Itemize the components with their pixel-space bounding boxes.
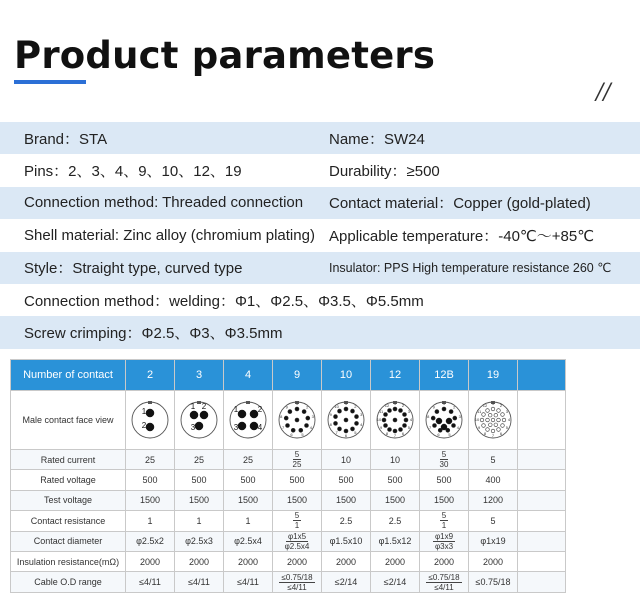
param-name: Name：SW24 (329, 130, 425, 148)
pin-number: 7 (335, 429, 338, 435)
pin-number: 8 (385, 430, 389, 436)
contact-pin (238, 422, 246, 430)
contact-pin (433, 424, 437, 428)
pin-number: 2 (354, 404, 357, 410)
pin-label: 3 (233, 423, 239, 432)
empty-cell (518, 470, 566, 490)
pin-number: 6 (401, 430, 405, 436)
connector-face-9-icon (277, 400, 317, 440)
pin-number: 8 (427, 414, 430, 420)
contact-pin (286, 424, 290, 428)
stacked-value-bottom: 30 (439, 460, 449, 470)
pin-number: 2 (306, 404, 309, 410)
pin-number: 2 (499, 403, 503, 409)
param-row (0, 219, 640, 251)
table-cell: φ2.5x2 (126, 531, 175, 551)
contact-pin (344, 418, 348, 422)
face-view-cell (469, 391, 518, 450)
contact-pin (502, 418, 506, 422)
empty-cell (518, 572, 566, 592)
param-row (0, 187, 640, 219)
stacked-value-top: φ1x5 (287, 531, 307, 541)
empty-cell (518, 450, 566, 470)
stacked-value (273, 511, 321, 530)
contact-pin (302, 410, 306, 414)
header-contact-12b: 12B (420, 360, 469, 391)
param-brand: Brand：STA (24, 130, 108, 148)
pin-label: 2 (201, 402, 207, 411)
pin-number: 8 (280, 414, 283, 420)
param-pins: Pins：2、3、4、9、10、12、19 (24, 163, 242, 181)
table-cell (273, 531, 322, 551)
contact-pin (295, 407, 299, 411)
contact-pin (146, 423, 154, 431)
stacked-value (420, 573, 468, 592)
table-cell: 2.5 (322, 511, 371, 531)
table-cell: φ2.5x3 (175, 531, 224, 551)
param-style: Style：Straight type, curved type (24, 260, 243, 278)
contact-pin (355, 421, 359, 425)
pin-number: 10 (376, 417, 382, 422)
empty-cell (518, 531, 566, 551)
param-welding: Connection method：welding：Φ1、Φ2.5、Φ3.5、Φ5.5mm (24, 292, 424, 310)
pin-number: 10 (474, 417, 480, 422)
contact-pin (482, 424, 486, 428)
table-cell: 500 (224, 470, 273, 490)
face-view-cell (224, 391, 273, 450)
pin-number: 2 (401, 403, 405, 409)
empty-cell (518, 391, 566, 450)
table-cell: 1 (224, 511, 273, 531)
stacked-value-top: ≤0.75/18 (281, 572, 313, 582)
pin-number: 8 (329, 421, 332, 427)
contact-pin (435, 410, 439, 414)
table-cell: φ1.5x10 (322, 531, 371, 551)
empty-cell (518, 490, 566, 510)
contact-pin (453, 416, 457, 420)
pin-number: 7 (428, 425, 432, 430)
pin-number: 9 (477, 425, 481, 430)
contact-pin (480, 418, 484, 422)
table-cell (420, 450, 469, 470)
contact-pin (382, 418, 386, 422)
header-number-of-contact: Number of contact (11, 360, 126, 391)
table-cell: 2000 (420, 551, 469, 571)
param-row (0, 316, 640, 348)
pin-number: 9 (285, 404, 288, 410)
pin-label: 4 (257, 423, 263, 432)
param-row (0, 284, 640, 316)
row-label: Contact diameter (11, 531, 126, 551)
table-cell: φ2.5x4 (224, 531, 273, 551)
table-cell: 25 (126, 450, 175, 470)
stacked-value-bottom: 1 (441, 521, 447, 531)
pin-label: 3 (190, 423, 196, 432)
header-contact-19: 19 (469, 360, 518, 391)
header-contact-12: 12 (371, 360, 420, 391)
pin-number: 1 (344, 401, 348, 406)
table-cell: 500 (126, 470, 175, 490)
pin-number: 3 (407, 409, 411, 414)
pin-number: 5 (505, 425, 509, 430)
stacked-value (273, 573, 321, 592)
table-row-rated-voltage (11, 470, 566, 490)
pin-number: 5 (407, 425, 411, 430)
pin-number: 1 (393, 401, 397, 406)
param-insulator: Insulator: PPS High temperature resistance 260 ℃ (329, 261, 612, 276)
pin-number: 5 (354, 429, 357, 435)
contact-pin (486, 428, 490, 432)
pin-label: 1 (141, 407, 147, 416)
param-durability: Durability：≥500 (329, 163, 440, 181)
pin-label: 1 (190, 402, 196, 411)
contact-pin (482, 413, 486, 417)
stacked-value-bottom: φ2.5x4 (284, 541, 310, 551)
contact-pin (146, 409, 154, 417)
contact-pin (195, 422, 203, 430)
spec-table (10, 359, 566, 593)
table-cell: 2000 (469, 551, 518, 571)
header-contact-2: 2 (126, 360, 175, 391)
table-cell: φ1x19 (469, 531, 518, 551)
connector-outline (132, 402, 168, 438)
contact-pin (486, 409, 490, 413)
stacked-value-bottom: 25 (292, 460, 302, 470)
stacked-value-top: φ1x9 (434, 531, 454, 541)
connector-outline (181, 402, 217, 438)
contact-pin (305, 424, 309, 428)
connector-face-4-icon (228, 400, 268, 440)
pin-number: 11 (379, 409, 384, 414)
pin-number: 6 (499, 430, 503, 436)
table-cell (273, 572, 322, 592)
contact-pin (334, 415, 338, 419)
pin-label: 2 (257, 405, 263, 414)
contact-pin (404, 418, 408, 422)
pin-number: 9 (379, 425, 383, 430)
contact-pin (486, 418, 490, 422)
pin-label: 2 (141, 421, 147, 430)
contact-pin (491, 418, 495, 422)
contact-pin (431, 416, 435, 420)
pin-number: 9 (329, 412, 332, 418)
table-row-insulation-resistance (11, 551, 566, 571)
contact-pin (494, 423, 498, 427)
stacked-value (273, 450, 321, 469)
table-cell: 1200 (469, 490, 518, 510)
key-notch (197, 401, 201, 404)
contact-pin (497, 418, 501, 422)
contact-pin (344, 407, 348, 411)
contact-pin (238, 410, 246, 418)
stacked-value-bottom: ≤4/11 (287, 582, 307, 592)
table-cell: 2000 (371, 551, 420, 571)
param-row (0, 154, 640, 186)
table-cell: ≤4/11 (224, 572, 273, 592)
pin-number: 3 (458, 414, 461, 420)
page-title: Product parameters (14, 34, 436, 77)
pin-number: 6 (344, 433, 348, 438)
contact-pin (338, 409, 342, 413)
contact-pin (384, 413, 388, 417)
header-contact-10: 10 (322, 360, 371, 391)
table-cell: 5 (469, 450, 518, 470)
table-cell: 500 (322, 470, 371, 490)
contact-pin (190, 411, 198, 419)
table-cell: 1 (175, 511, 224, 531)
connector-face-3-icon (179, 400, 219, 440)
face-view-cell (175, 391, 224, 450)
stacked-value-top: 5 (441, 511, 447, 521)
table-cell: 500 (371, 470, 420, 490)
param-screw-crimping: Screw crimping：Φ2.5、Φ3、Φ3.5mm (24, 325, 283, 343)
table-cell (420, 511, 469, 531)
contact-pin (501, 413, 505, 417)
contact-pin (399, 409, 403, 413)
pin-number: 4 (409, 417, 413, 422)
pin-number: 1 (491, 401, 495, 406)
table-cell: 1500 (420, 490, 469, 510)
connector-face-12b-icon (424, 400, 464, 440)
contact-pin (441, 424, 447, 430)
table-cell: 500 (273, 470, 322, 490)
pin-number: 7 (393, 433, 397, 438)
stacked-value-top: 5 (441, 450, 447, 460)
table-cell: 2000 (126, 551, 175, 571)
face-view-cell (371, 391, 420, 450)
table-cell: 1500 (224, 490, 273, 510)
pin-number: 12 (384, 403, 390, 409)
table-cell: ≤0.75/18 (469, 572, 518, 592)
header-contact-4: 4 (224, 360, 273, 391)
contact-pin (442, 407, 446, 411)
pin-number: 4 (507, 417, 511, 422)
contact-pin (491, 407, 495, 411)
table-header-row (11, 360, 566, 391)
pin-number: 11 (477, 409, 482, 414)
table-cell: φ1.5x12 (371, 531, 420, 551)
row-label: Rated voltage (11, 470, 126, 490)
table-cell: 500 (175, 470, 224, 490)
empty-cell (518, 551, 566, 571)
pin-number: 4 (360, 421, 363, 427)
table-cell: 25 (175, 450, 224, 470)
pin-number: 7 (491, 433, 495, 438)
row-label: Male contact face view (11, 391, 126, 450)
connector-face-10-icon (326, 400, 366, 440)
pin-number: 4 (456, 425, 460, 430)
contact-pin (436, 418, 442, 424)
table-cell: 1 (126, 511, 175, 531)
corner-mark: // (596, 80, 611, 105)
contact-pin (338, 427, 342, 431)
param-connection-method: Connection method: Threaded connection (24, 194, 304, 212)
table-cell: 2000 (273, 551, 322, 571)
row-label: Test voltage (11, 490, 126, 510)
contact-pin (452, 424, 456, 428)
contact-pin (489, 423, 493, 427)
contact-pin (497, 409, 501, 413)
contact-pin (384, 424, 388, 428)
table-cell: 2.5 (371, 511, 420, 531)
stacked-value (420, 450, 468, 469)
table-cell: 1500 (273, 490, 322, 510)
pin-number: 10 (334, 404, 339, 410)
stacked-value (420, 511, 468, 530)
param-row (0, 252, 640, 284)
contact-pin (501, 424, 505, 428)
title-underline (14, 80, 86, 84)
contact-pin (295, 418, 299, 422)
table-row-contact-resistance (11, 511, 566, 531)
table-cell (420, 531, 469, 551)
table-cell: 10 (322, 450, 371, 470)
contact-pin (351, 409, 355, 413)
pin-number: 3 (505, 409, 509, 414)
face-view-cell (420, 391, 469, 450)
stacked-value (420, 532, 468, 551)
pin-number: 1 (295, 401, 299, 406)
stacked-value-top: 5 (294, 450, 300, 460)
stacked-value-top: 5 (294, 511, 300, 521)
contact-pin (306, 416, 310, 420)
pin-number: 12 (482, 403, 488, 409)
param-shell-material: Shell material: Zinc alloy (chromium plating) (24, 226, 315, 244)
contact-pin (494, 413, 498, 417)
table-cell: 25 (224, 450, 273, 470)
table-row-contact-diameter (11, 531, 566, 551)
param-contact-material: Contact material：Copper (gold-plated) (329, 195, 591, 213)
table-row-test-voltage (11, 490, 566, 510)
row-label: Cable O.D range (11, 572, 126, 592)
parameter-list (0, 122, 640, 349)
pin-number: 5 (301, 432, 304, 437)
contact-pin (388, 409, 392, 413)
table-cell: ≤4/11 (126, 572, 175, 592)
row-label: Contact resistance (11, 511, 126, 531)
face-view-row (11, 391, 566, 450)
contact-pin (393, 407, 397, 411)
pin-number: 1 (442, 401, 446, 406)
stacked-value-bottom: ≤4/11 (434, 582, 454, 592)
face-view-cell (273, 391, 322, 450)
table-cell: 500 (420, 470, 469, 490)
table-cell: 10 (371, 450, 420, 470)
table-row-rated-current (11, 450, 566, 470)
param-row (0, 122, 640, 154)
table-cell: 2000 (175, 551, 224, 571)
table-cell: ≤2/14 (371, 572, 420, 592)
spec-table-wrapper (10, 359, 565, 593)
row-label: Rated current (11, 450, 126, 470)
connector-face-12-icon (375, 400, 415, 440)
contact-pin (488, 413, 492, 417)
contact-pin (403, 413, 407, 417)
pin-number: 5 (448, 432, 451, 437)
row-label: Insulation resistance(mΩ) (11, 551, 126, 571)
table-cell (273, 450, 322, 470)
face-view-cell (126, 391, 175, 450)
table-cell (420, 572, 469, 592)
empty-cell (518, 511, 566, 531)
table-cell: 2000 (322, 551, 371, 571)
pin-number: 6 (437, 432, 440, 437)
contact-pin (284, 416, 288, 420)
contact-pin (449, 410, 453, 414)
pin-number: 3 (360, 412, 363, 418)
table-cell: 2000 (224, 551, 273, 571)
pin-number: 6 (290, 432, 293, 437)
table-cell: ≤2/14 (322, 572, 371, 592)
key-notch (246, 401, 250, 404)
connector-face-2-icon (130, 400, 170, 440)
table-cell: ≤4/11 (175, 572, 224, 592)
pin-number: 7 (281, 425, 285, 430)
stacked-value-top: ≤0.75/18 (428, 572, 460, 582)
contact-pin (200, 411, 208, 419)
contact-pin (393, 418, 397, 422)
contact-pin (355, 415, 359, 419)
connector-face-19-icon (473, 400, 513, 440)
table-cell: 1500 (322, 490, 371, 510)
header-empty-cell (518, 360, 566, 391)
stacked-value-bottom: φ3x3 (434, 541, 454, 551)
table-cell (273, 511, 322, 531)
header-contact-3: 3 (175, 360, 224, 391)
pin-number: 9 (432, 404, 435, 410)
table-cell: 5 (469, 511, 518, 531)
pin-number: 8 (483, 430, 487, 436)
contact-pin (288, 410, 292, 414)
table-cell: 1500 (175, 490, 224, 510)
contact-pin (446, 418, 452, 424)
stacked-value (273, 532, 321, 551)
param-temperature: Applicable temperature：-40℃～+85℃ (329, 227, 595, 245)
face-view-cell (322, 391, 371, 450)
key-notch (148, 401, 152, 404)
pin-label: 1 (233, 405, 239, 414)
header-contact-9: 9 (273, 360, 322, 391)
table-row-cable-od (11, 572, 566, 592)
stacked-value-bottom: 1 (294, 521, 300, 531)
contact-pin (334, 421, 338, 425)
pin-number: 4 (309, 425, 313, 430)
table-body (11, 391, 566, 593)
contact-pin (403, 424, 407, 428)
pin-number: 2 (453, 404, 456, 410)
table-cell: 1500 (126, 490, 175, 510)
table-cell: 400 (469, 470, 518, 490)
table-cell: 1500 (371, 490, 420, 510)
pin-number: 3 (311, 414, 314, 420)
